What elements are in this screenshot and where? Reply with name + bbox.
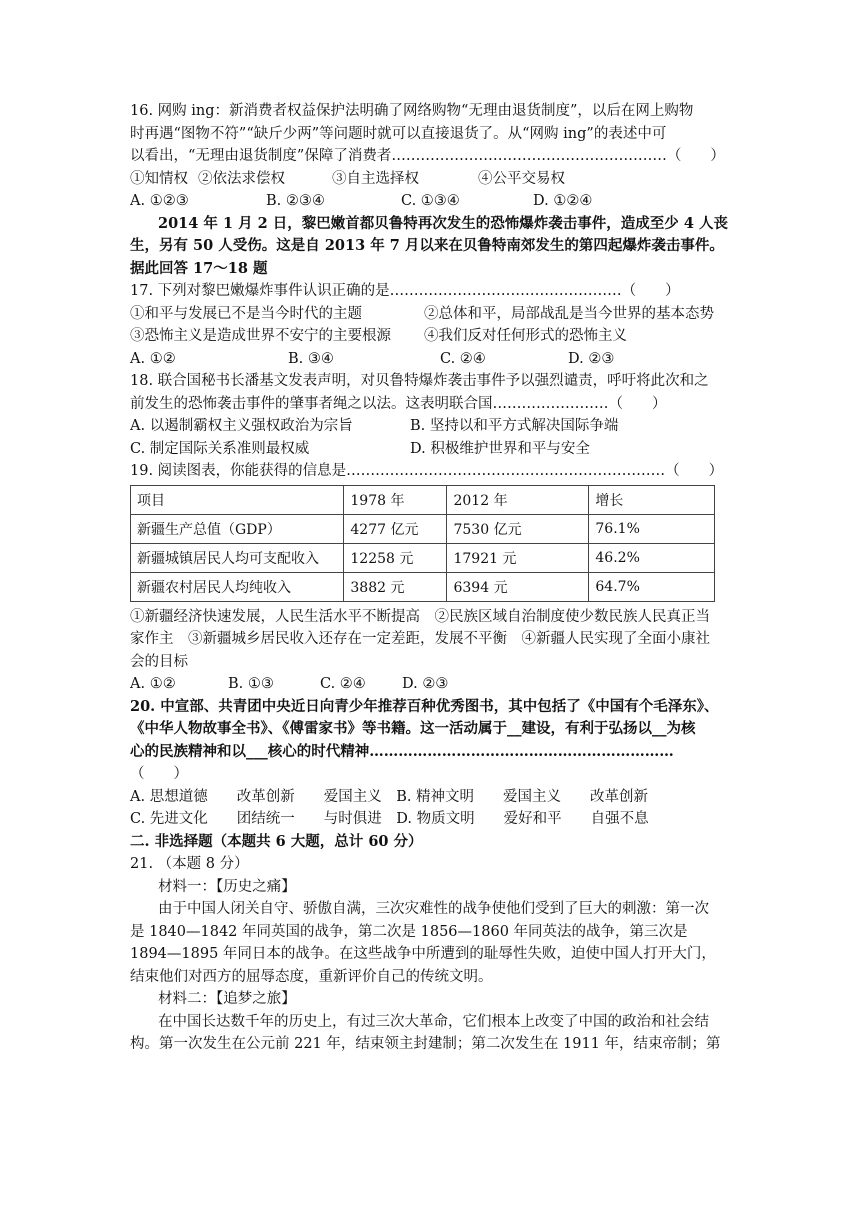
q20-stem-line2: 《中华人物故事全书》、《傅雷家书》等书籍。这一活动属于__建设，有利于弘扬以__为核 (130, 720, 696, 737)
table-cell: 46.2% (589, 543, 715, 572)
q16-item-3: ③自主选择权 (332, 170, 419, 187)
question-21 (130, 853, 730, 1056)
table-cell: 3882 元 (344, 572, 447, 601)
table-cell: 12258 元 (344, 543, 447, 572)
table-row (131, 514, 715, 543)
q16-option-d: D. ①②④ (533, 193, 593, 209)
q19-option-d: D. ②③ (402, 676, 449, 692)
exam-page (130, 100, 730, 1056)
question-16 (130, 100, 730, 213)
table-cell: 17921 元 (447, 543, 589, 572)
q16-stem-line1: 16. 网购 ing：新消费者权益保护法明确了网络购物“无理由退货制度”，以后在网上购物 (130, 103, 694, 119)
q17-option-b: B. ③④ (288, 350, 334, 367)
q17-item-3: ③恐怖主义是造成世界不安宁的主要根源 (130, 328, 391, 344)
q17-option-a: A. ①② (130, 350, 176, 367)
table-header-row (131, 485, 715, 514)
q17-item-2: ②总体和平，局部战乱是当今世界的基本态势 (424, 305, 714, 322)
q19-stem: 19. 阅读图表，你能获得的信息是…………………………………………………………（ ） (130, 463, 724, 479)
q19-option-c: C. ②④ (320, 676, 366, 692)
q17-option-c: C. ②④ (440, 350, 486, 367)
q16-item-4: ④公平交易权 (478, 170, 565, 187)
q18-options-row2 (130, 438, 730, 461)
q16-option-a: A. ①②③ (130, 193, 189, 209)
table-cell: 64.7% (589, 572, 715, 601)
q18-stem-line2: 前发生的恐怖袭击事件的肇事者绳之以法。这表明联合国……………………（ ） (130, 395, 667, 412)
q21-material1-line2: 是 1840—1842 年同英国的战争，第二次是 1856—1860 年同英法的战争，第三次是 (130, 923, 688, 940)
table-row (131, 572, 715, 601)
q16-option-b: B. ②③④ (266, 193, 325, 209)
q16-option-c: C. ①③④ (401, 193, 460, 209)
q18-options-row1 (130, 415, 730, 438)
q16-options (130, 190, 730, 213)
q16-item-1: ①知情权 (130, 170, 188, 187)
q19-option-b: B. ①③ (228, 676, 274, 692)
q17-items-row1 (130, 303, 730, 326)
table-cell: 新疆生产总值（GDP） (131, 514, 344, 543)
q18-option-c: C. 制定国际关系准则最权威 (130, 440, 310, 457)
section-2-title: 二. 非选择题（本题共 6 大题，总计 60 分） (130, 832, 423, 850)
table-row (131, 543, 715, 572)
q19-items-line3: 会的目标 (130, 653, 188, 670)
q21-material1-line3: 1894—1895 年同日本的战争。在这些战争中所遭到的耻辱性失败，迫使中国人打开大门， (130, 946, 716, 962)
q16-items (130, 168, 730, 191)
q21-material1-title: 材料一：【历史之痛】 (158, 878, 296, 895)
q17-option-d: D. ②③ (568, 350, 615, 367)
q17-items-row2 (130, 325, 730, 348)
q19-options (130, 673, 730, 696)
q20-answer-bracket: （ ） (130, 766, 188, 782)
q19-data-table (130, 485, 715, 602)
q16-stem-line3: 以看出，“无理由退货制度”保障了消费者…………………………………………………（ ） (130, 148, 725, 164)
material-line3: 据此回答 17～18 题 (130, 259, 268, 277)
material-17-18 (130, 213, 730, 281)
q17-item-1: ①和平与发展已不是当今时代的主题 (130, 305, 362, 322)
q16-item-2: ②依法求偿权 (198, 170, 285, 187)
q19-items-line2: 家作主 ③新疆城乡居民收入还存在一定差距，发展不平衡 ④新疆人民实现了全面小康社 (130, 631, 710, 647)
material-line1: 2014 年 1 月 2 日，黎巴嫩首都贝鲁特再次发生的恐怖爆炸袭击事件，造成至少 4 人丧 (158, 214, 728, 232)
q20-stem-line3: 心的民族精神和以___核心的时代精神……………………………………………………… (130, 742, 674, 760)
table-header-cell: 2012 年 (447, 485, 589, 514)
table-cell: 6394 元 (447, 572, 589, 601)
table-cell: 新疆城镇居民人均可支配收入 (131, 543, 344, 572)
table-header-cell: 1978 年 (344, 485, 447, 514)
q18-stem-line1: 18. 联合国秘书长潘基文发表声明，对贝鲁特爆炸袭击事件予以强烈谴责，呼吁将此次和之 (130, 373, 709, 389)
table-header-cell: 增长 (589, 485, 715, 514)
q17-options (130, 348, 730, 371)
question-20 (130, 696, 730, 831)
q18-option-b: B. 坚持以和平方式解决国际争端 (410, 418, 619, 434)
q21-material2-line2: 构。第一次发生在公元前 221 年，结束领主封建制；第二次发生在 1911 年，结束帝制；第 (130, 1036, 721, 1052)
table-header-cell: 项目 (131, 485, 344, 514)
table-cell: 4277 亿元 (344, 514, 447, 543)
question-18 (130, 370, 730, 460)
q21-head: 21. （本题 8 分） (130, 856, 249, 872)
q21-material2-title: 材料二：【追梦之旅】 (158, 991, 296, 1007)
q21-material2-line1: 在中国长达数千年的历史上，有过三次大革命，它们根本上改变了中国的政治和社会结 (158, 1013, 709, 1030)
q17-stem: 17. 下列对黎巴嫩爆炸事件认识正确的是…………………………………………（ ） (130, 283, 680, 299)
q20-options-cd: C. 先进文化 团结统一 与时俱进 D. 物质文明 爱好和平 自强不息 (130, 811, 649, 827)
q20-stem-line1: 20. 中宣部、共青团中央近日向青少年推荐百种优秀图书，其中包括了《中国有个毛泽东》、 (130, 697, 719, 715)
q21-material1-line4: 结束他们对西方的屈辱态度，重新评价自己的传统文明。 (130, 968, 493, 985)
q17-item-4: ④我们反对任何形式的恐怖主义 (424, 328, 627, 344)
question-17 (130, 280, 730, 370)
q18-option-d: D. 积极维护世界和平与安全 (410, 440, 590, 457)
material-line2: 生，另有 50 人受伤。这是自 2013 年 7 月以来在贝鲁特南郊发生的第四起爆炸袭击事件。 (130, 237, 724, 254)
table-cell: 新疆农村居民人均纯收入 (131, 572, 344, 601)
table-cell: 7530 亿元 (447, 514, 589, 543)
q21-material1-line1: 由于中国人闭关自守、骄傲自满，三次灾难性的战争使他们受到了巨大的刺激：第一次 (158, 901, 709, 917)
table-cell: 76.1% (589, 514, 715, 543)
question-19 (130, 460, 730, 696)
q16-stem-line2: 时再遇“图物不符”“缺斤少两”等问题时就可以直接退货了。从“网购 ing”的表述中可 (130, 125, 667, 142)
q19-option-a: A. ①② (130, 676, 176, 692)
q18-option-a: A. 以遏制霸权主义强权政治为宗旨 (130, 418, 353, 434)
q19-items-line1: ①新疆经济快速发展，人民生活水平不断提高 ②民族区域自治制度使少数民族人民真正当 (130, 608, 710, 625)
q20-options-ab: A. 思想道德 改革创新 爱国主义 B. 精神文明 爱国主义 改革创新 (130, 788, 649, 805)
